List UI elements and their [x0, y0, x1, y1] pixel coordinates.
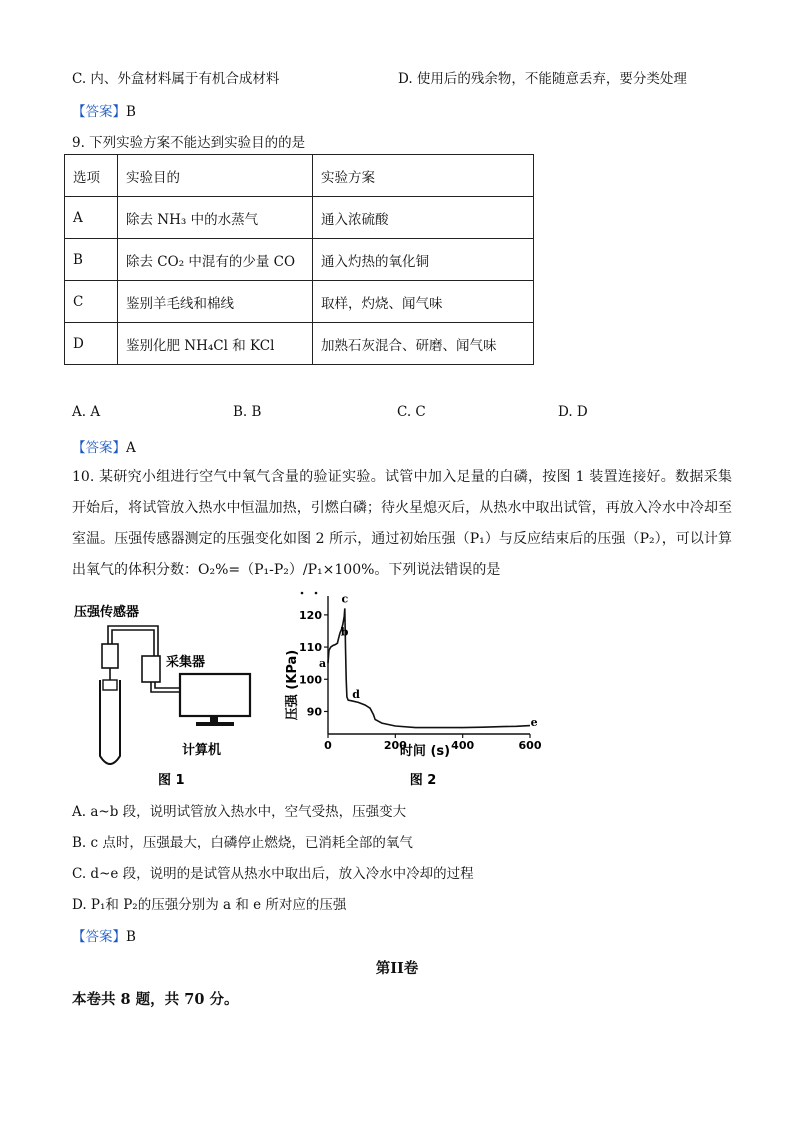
x-tick-label: 200: [383, 739, 407, 752]
table-cell: 加熟石灰混合、研磨、闻气味: [313, 323, 534, 365]
table-row: [65, 197, 534, 239]
collector-label: 采集器: [166, 655, 206, 670]
q8-option-d: D. 使用后的残余物，不能随意丢弃，要分类处理: [398, 71, 687, 87]
x-tick-label: 600: [518, 739, 542, 752]
section-title: 第II卷: [375, 960, 419, 977]
table-cell: 取样，灼烧、闻气味: [313, 281, 534, 323]
sensor-label: 压强传感器: [74, 605, 140, 620]
q9-table: [64, 154, 534, 365]
dot-mark: [301, 592, 304, 595]
y-axis-label: 压强 (KPa): [285, 649, 300, 721]
table-cell: 通入灼热的氧化铜: [313, 239, 534, 281]
q9-choice-b: B. B: [233, 404, 262, 420]
point-label-b: b: [340, 625, 349, 639]
table-cell: C: [65, 281, 118, 323]
table-cell: B: [65, 239, 118, 281]
q9-choice-d: D. D: [558, 404, 588, 420]
point-label-e: e: [530, 715, 538, 729]
computer-label: 计算机: [182, 743, 222, 758]
answer-value: B: [126, 104, 136, 120]
y-tick-label: 110: [299, 641, 322, 655]
answer-bracket: 【答案】: [72, 440, 126, 456]
chart-plot-area: [299, 592, 542, 752]
q8-answer: [72, 100, 136, 120]
header-cell: 实验目的: [118, 155, 313, 197]
q10-stem: 10. 某研究小组进行空气中氧气含量的验证实验。试管中加入足量的白磷，按图 1 装置连接好。数据采集开始后，将试管放入热水中恒温加热，引燃白磷；待火星熄灭后，从热水中取出试管，再放入冷水中冷却至室温。压强传感器测定的压强变化如图 2 所示，通过初始压强（P₁）与反应结束后的压强（P₂），可以计算出氧气的体积分数：O₂%=（P₁-P₂）/P₁×100%。下列说法错误的是: [72, 469, 732, 578]
point-label-c: c: [341, 592, 349, 606]
table-cell: 通入浓硫酸: [313, 197, 534, 239]
x-tick-label: 400: [451, 739, 475, 752]
q9-answer: [72, 436, 136, 456]
table-cell: 鉴别化肥 NH₄Cl 和 KCl: [118, 323, 313, 365]
answer-bracket: 【答案】: [72, 929, 126, 945]
x-axis-label: 时间 (s): [399, 744, 451, 759]
q10-option-d: D. P₁和 P₂的压强分别为 a 和 e 所对应的压强: [72, 897, 347, 913]
point-label-d: d: [352, 688, 360, 702]
point-label-a: a: [319, 657, 327, 671]
header-cell: 实验方案: [313, 155, 534, 197]
answer-value: B: [126, 929, 136, 945]
dot-mark: [315, 592, 318, 595]
q8-option-c: C. 内、外盒材料属于有机合成材料: [72, 71, 280, 87]
table-header-row: [65, 155, 534, 197]
answer-value: A: [126, 440, 136, 456]
header-cell: 选项: [65, 155, 118, 197]
q10-option-a: A. a~b 段，说明试管放入热水中，空气受热，压强变大: [72, 804, 407, 820]
test-tube: [100, 680, 120, 764]
table-cell: A: [65, 197, 118, 239]
x-tick-label: 0: [324, 739, 332, 752]
computer-stand: [196, 722, 234, 726]
pressure-sensor: [102, 644, 118, 668]
q9-stem: 9. 下列实验方案不能达到实验目的的是: [72, 135, 306, 151]
figure-1-apparatus: [70, 596, 260, 791]
y-tick-label: 90: [306, 705, 322, 719]
table-cell: 鉴别羊毛线和棉线: [118, 281, 313, 323]
q9-choice-c: C. C: [397, 404, 426, 420]
figure-2-caption: 图 2: [409, 773, 437, 788]
table-cell: 除去 NH₃ 中的水蒸气: [118, 197, 313, 239]
q10-answer: [72, 925, 136, 945]
y-tick-label: 120: [299, 608, 322, 622]
table-cell: D: [65, 323, 118, 365]
q10-option-b: B. c 点时，压强最大，白磷停止燃烧，已消耗全部的氧气: [72, 835, 413, 851]
computer-monitor: [180, 674, 250, 716]
q9-choice-a: A. A: [72, 404, 101, 420]
figure-1-caption: 图 1: [158, 773, 185, 788]
y-tick-label: 100: [299, 673, 322, 687]
figure-2-chart: [280, 588, 550, 793]
pressure-line: [328, 608, 530, 727]
section-note: 本卷共 8 题，共 70 分。: [72, 991, 239, 1008]
stopper: [103, 680, 117, 690]
table-row: [65, 281, 534, 323]
table-cell: 除去 CO₂ 中混有的少量 CO: [118, 239, 313, 281]
q10-option-c: C. d~e 段，说明的是试管从热水中取出后，放入冷水中冷却的过程: [72, 866, 474, 882]
table-row: [65, 323, 534, 365]
answer-bracket: 【答案】: [72, 104, 126, 120]
table-row: [65, 239, 534, 281]
collector-box: [142, 656, 160, 682]
